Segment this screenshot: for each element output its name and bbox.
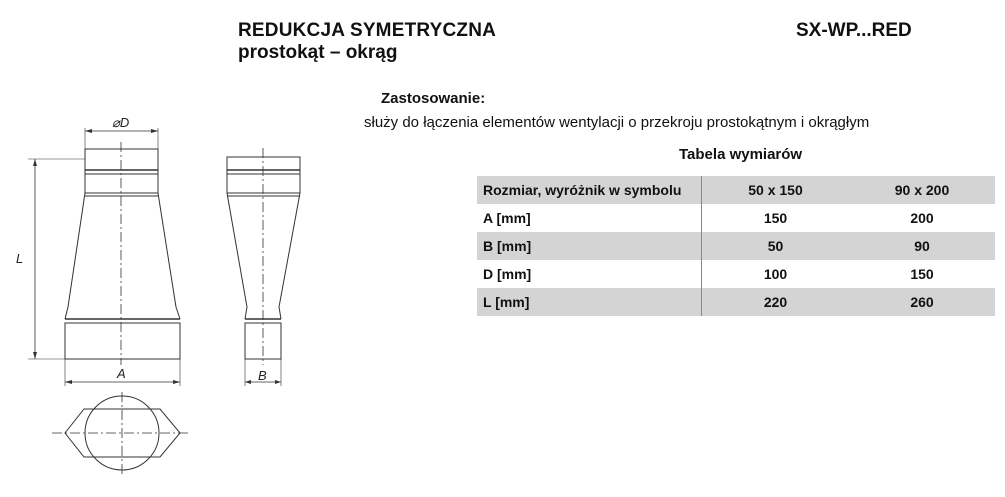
table-header-cell: 90 x 200 (849, 176, 995, 204)
side-view (227, 148, 300, 386)
table-row (477, 288, 995, 316)
product-title: REDUKCJA SYMETRYCZNA (238, 20, 497, 41)
table-cell: 90 (849, 232, 995, 260)
technical-drawing (0, 0, 360, 497)
top-view (52, 392, 190, 476)
table-cell: 100 (702, 260, 850, 288)
table-cell: 150 (910, 266, 934, 282)
dimension-table (477, 176, 995, 316)
table-cell: 220 (702, 288, 850, 316)
application-heading: Zastosowanie: (381, 90, 486, 107)
dimension-table-title: Tabela wymiarów (679, 146, 803, 163)
side-collar (227, 157, 300, 193)
label-l: L (16, 251, 24, 266)
product-subtitle: prostokąt – okrąg (238, 42, 398, 63)
table-cell: B [mm] (477, 232, 702, 260)
table-cell: A [mm] (483, 210, 531, 226)
table-cell: 200 (910, 210, 934, 226)
table-cell: D [mm] (483, 266, 532, 282)
label-a: A (117, 366, 126, 381)
table-header-row (477, 176, 995, 204)
table-header-cell: Rozmiar, wyróżnik w symbolu (477, 176, 702, 204)
table-row (477, 232, 995, 260)
label-d: ⌀D (112, 115, 130, 130)
application-text: służy do łączenia elementów wentylacji o przekroju prostokątnym i okrągłym (364, 114, 870, 131)
table-header-cell: 50 x 150 (702, 176, 850, 204)
table-cell: 260 (849, 288, 995, 316)
table-cell: 150 (702, 204, 850, 232)
table-row (477, 260, 995, 288)
label-b: B (258, 368, 267, 383)
product-code: SX-WP...RED (796, 20, 912, 41)
table-cell: 50 (702, 232, 850, 260)
front-view (16, 115, 180, 386)
table-row (477, 204, 995, 232)
front-rect-base (65, 323, 180, 359)
front-collar (85, 149, 158, 193)
table-cell: L [mm] (477, 288, 702, 316)
